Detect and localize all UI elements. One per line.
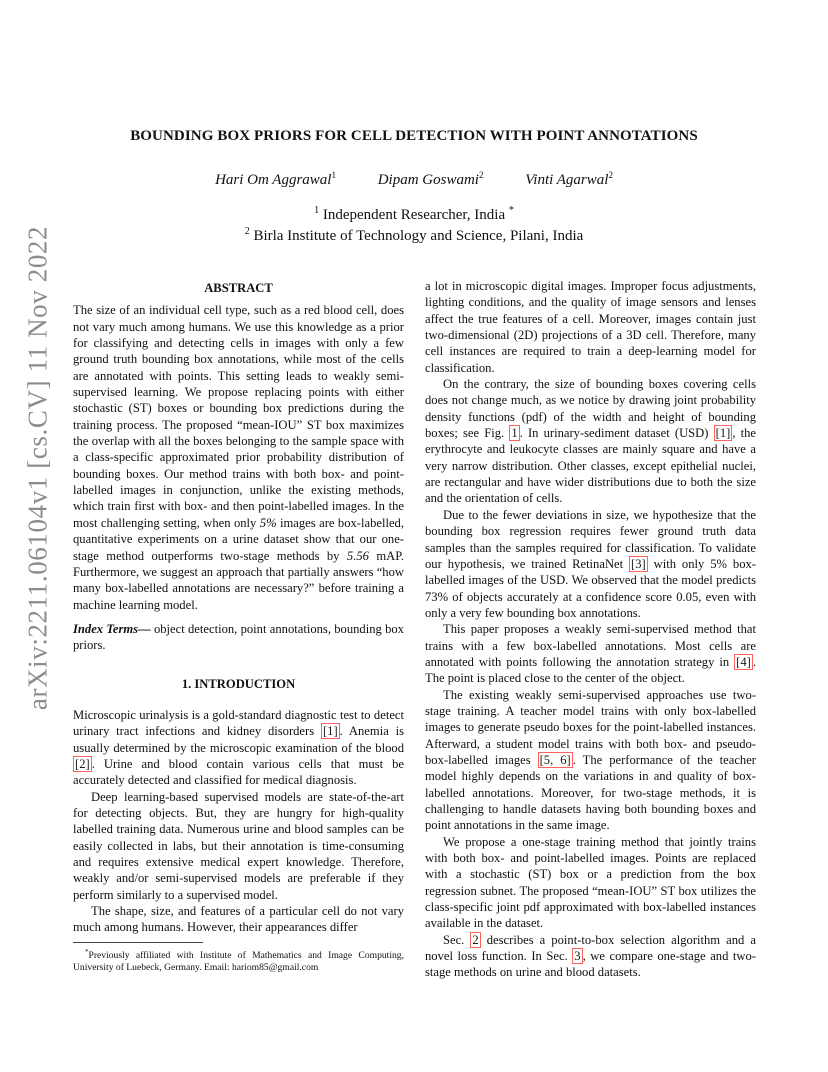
paragraph: The existing weakly semi-supervised approaches use two-stage training. A teacher model trains with only box-labelled images to generate pseudo boxes for the point-labelled instances. Afterward, a student model trains with both box- and pseudo-box-labelled images [5, 6] . The performance of the teacher model highly depends on the variations in and quality of box-labelled annotations. Moreover, for two-stage methods, it is challenging to handle datasets having both bounding boxes and point annotations in the same image. — [425, 687, 757, 833]
citation-link[interactable]: [1] — [715, 426, 731, 441]
paragraph: Sec. 2 describes a point-to-box selection algorithm and a novel loss function. In Sec. 3 , we compare one-stage and two-stage methods on urine and blood datasets. — [425, 932, 757, 980]
footnote-rule — [73, 942, 203, 943]
paper-title: BOUNDING BOX PRIORS FOR CELL DETECTION WITH POINT ANNOTATIONS — [130, 128, 698, 144]
paragraph: We propose a one-stage training method that jointly trains with both box- and point-labelled images. Points are replaced with a stochastic (ST) box or a prediction from the box regression subnet. The proposed “mean-IOU” ST box utilizes the class-specific joint pdf approximated with box-labelled instances available in the dataset. — [425, 834, 756, 931]
author: Hari Om Aggrawal$^1$ — [215, 170, 336, 188]
paragraph: Due to the fewer deviations in size, we hypothesize that the bounding box regression requires fewer ground truth data samples than the samples required for classification. To validate our hypothesis, we trained RetinaNet [3] with only 5% box-labelled images of the USD. We observed that the model predicts 73% of objects accurately at a confidence score 0.05, even with only a very few bounding box annotations. — [425, 507, 757, 620]
citation-link[interactable]: [1] — [322, 724, 338, 739]
citation-link[interactable]: [3] — [631, 556, 646, 571]
section-link[interactable]: 3 — [574, 949, 581, 964]
paragraph: The shape, size, and features of a particular cell do not vary much among humans. However, their appearances differ — [73, 904, 404, 935]
arxiv-sidebar — [18, 225, 58, 711]
abstract-heading: ABSTRACT — [204, 281, 273, 295]
index-terms: Index Terms— object detection, point annotations, bounding box priors. — [73, 621, 404, 653]
arxiv-identifier: arXiv:2211.06104v1 [cs.CV] 11 Nov 2022 — [22, 225, 53, 711]
citation-link[interactable]: [4] — [736, 654, 751, 669]
right-column — [425, 278, 756, 981]
abstract-text: The size of an individual cell type, such as a red blood cell, does not vary much among humans. We use this knowledge as a prior for classifying and detecting cells in images with only a few ground truth bounding box annotations, while most of the cells are annotated with points. This setting leads to weakly semi-supervised learning. We propose replacing points with either stochastic (ST) boxes or bounding box predictions during the training process. The proposed “mean-IOU” ST box maximizes the overlap with all the boxes belonging to the sample space with a class-specific approximated prior probability distribution of bounding boxes. Our method trains with both box- and point-labelled images in conjunction, unlike the existing methods, which train first with box- and then point-labelled images. In the most challenging setting, when only 5% images are box-labelled, quantitative experiments on a urine dataset show that our one-stage method outperforms two-stage methods by 5.56 mAP. Furthermore, we suggest an approach that partially answers “how many box-labelled annotations are necessary?” before training a machine learning model. — [73, 303, 405, 612]
paragraph: Microscopic urinalysis is a gold-standard diagnostic test to detect urinary tract infections and kidney disorders [1] . Anemia is usually determined by the microscopic examination of the blood [2] . Urine and blood contain various cells that must be accurately detected and classified for medical diagnosis. — [73, 707, 404, 788]
author: Vinti Agarwal$^2$ — [525, 170, 613, 188]
author-list — [0, 170, 828, 189]
citation-link[interactable]: [2] — [75, 756, 90, 771]
author: Dipam Goswami$^2$ — [377, 170, 484, 188]
section-link[interactable]: 2 — [472, 932, 479, 947]
section-heading-introduction: 1. INTRODUCTION — [181, 676, 296, 691]
citation-link[interactable]: [5, 6] — [539, 752, 571, 767]
footnote: *Previously affiliated with Institute of Mathematics and Image Computing, University of Luebeck, Germany. Email: hariom85@gmail.com — [73, 947, 404, 973]
figure-link[interactable]: 1 — [511, 426, 518, 441]
paragraph: On the contrary, the size of bounding boxes covering cells does not change much, as we notice by drawing joint probability density functions (pdf) of the width and height of bounding boxes; see Fig. 1 . In urinary-sediment dataset (USD) [1] , the erythrocyte and leukocyte classes are mainly square and have a very narrow distribution. Other classes, except epithelial nuclei, are rectangular and have wider distributions due to both the size and the orientation of cells. — [425, 377, 756, 506]
paragraph: This paper proposes a weakly semi-supervised method that trains with a few box-labelled annotations. Most cells are annotated with points following the annotation strategy in [4] . The point is placed close to the center of the object. — [425, 622, 756, 686]
left-column — [73, 280, 404, 974]
paragraph: Deep learning-based supervised models are state-of-the-art for detecting objects. But, they are hungry for high-quality labelled training data. Numerous urine and blood samples can be easily collected in labs, but their annotation is time-consuming and requires extensive medical expert knowledge. Therefore, weakly and/or semi-supervised models are preferable if they perform similarly to a supervised model. — [73, 789, 404, 902]
affiliation: $^1$ Independent Researcher, India * — [314, 205, 514, 223]
paragraph: a lot in microscopic digital images. Improper focus adjustments, lighting conditions, and the quality of image sensors and lenses affect the true features of a cell. Moreover, images contain just two-dimensional (2D) projections of a 3D cell. Therefore, many cell instances are required to train a deep-learning model for classification. — [425, 279, 756, 375]
affiliation: $^2$ Birla Institute of Technology and Science, Pilani, India — [244, 226, 584, 244]
